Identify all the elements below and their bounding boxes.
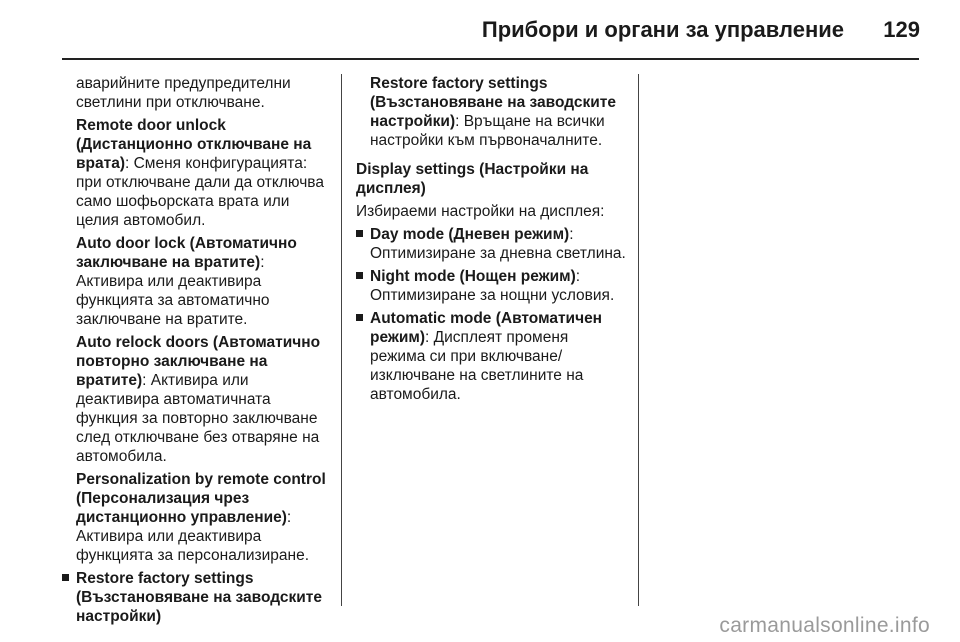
bullet-square-icon: [356, 230, 363, 237]
bullet-title: Automatic mode (Автоматичен режим): [370, 310, 603, 346]
bullet-description: : Оптимизиране за нощни условия.: [370, 268, 615, 304]
setting-item: [62, 470, 332, 565]
setting-item: [62, 234, 332, 329]
column-middle: [356, 74, 626, 408]
column-divider-right: [638, 74, 639, 606]
page-header: [0, 0, 960, 62]
setting-description: : Сменя конфигурацията: при отключване дали да отключва само шофьорската врата или целия автомобил.: [76, 155, 324, 229]
section-intro: Избираеми настройки на дисплея:: [356, 203, 605, 220]
bullet-item: [356, 225, 626, 263]
setting-description: : Активира или деактивира функцията за автоматично заключване на вратите.: [76, 254, 270, 328]
section-heading: Display settings (Настройки на дисплея): [356, 161, 589, 197]
bullet-title: Day mode (Дневен режим): [370, 226, 570, 243]
setting-item: [62, 333, 332, 466]
setting-description: : Връщане на всички настройки към първоначалните.: [370, 113, 605, 149]
bullet-square-icon: [62, 574, 69, 581]
setting-description: : Активира или деактивира автоматичната функция за повторно заключване след отключване без отваряне на автомобила.: [76, 372, 320, 465]
header-rule: [62, 58, 919, 60]
bullet-square-icon: [356, 314, 363, 321]
column-left: [62, 74, 332, 630]
column-divider-left: [341, 74, 342, 606]
bullet-title: Night mode (Нощен режим): [370, 268, 576, 285]
bullet-description: : Оптимизиране за дневна светлина.: [370, 226, 626, 262]
watermark-link[interactable]: carmanualsonline.info: [719, 614, 930, 637]
setting-title: Auto relock doors (Автоматично повторно заключване на вратите): [76, 334, 321, 389]
setting-title: Personalization by remote control (Персонализация чрез дистанционно управление): [76, 471, 326, 526]
intro-paragraph: аварийните предупредителни светлини при отключване.: [76, 75, 291, 111]
page-title: Прибори и органи за управление: [481, 17, 844, 42]
setting-title: Restore factory settings (Възстановяване на заводските настройки): [370, 75, 616, 130]
bullet-item: [62, 569, 332, 626]
setting-title: Auto door lock (Автоматично заключване на вратите): [76, 235, 297, 271]
setting-item: [62, 116, 332, 230]
setting-title: Remote door unlock (Дистанционно отключване на врата): [76, 117, 312, 172]
setting-item: [356, 74, 626, 150]
bullet-title: Restore factory settings (Възстановяване на заводските настройки): [76, 570, 322, 625]
setting-description: : Активира или деактивира функцията за персонализиране.: [76, 509, 310, 564]
bullet-item: [356, 267, 626, 305]
bullet-description: : Дисплеят променя режима си при включване/изключване на светлините на автомобила.: [370, 329, 584, 403]
bullet-square-icon: [356, 272, 363, 279]
page-number: 129: [883, 17, 920, 42]
bullet-item: [356, 309, 626, 404]
